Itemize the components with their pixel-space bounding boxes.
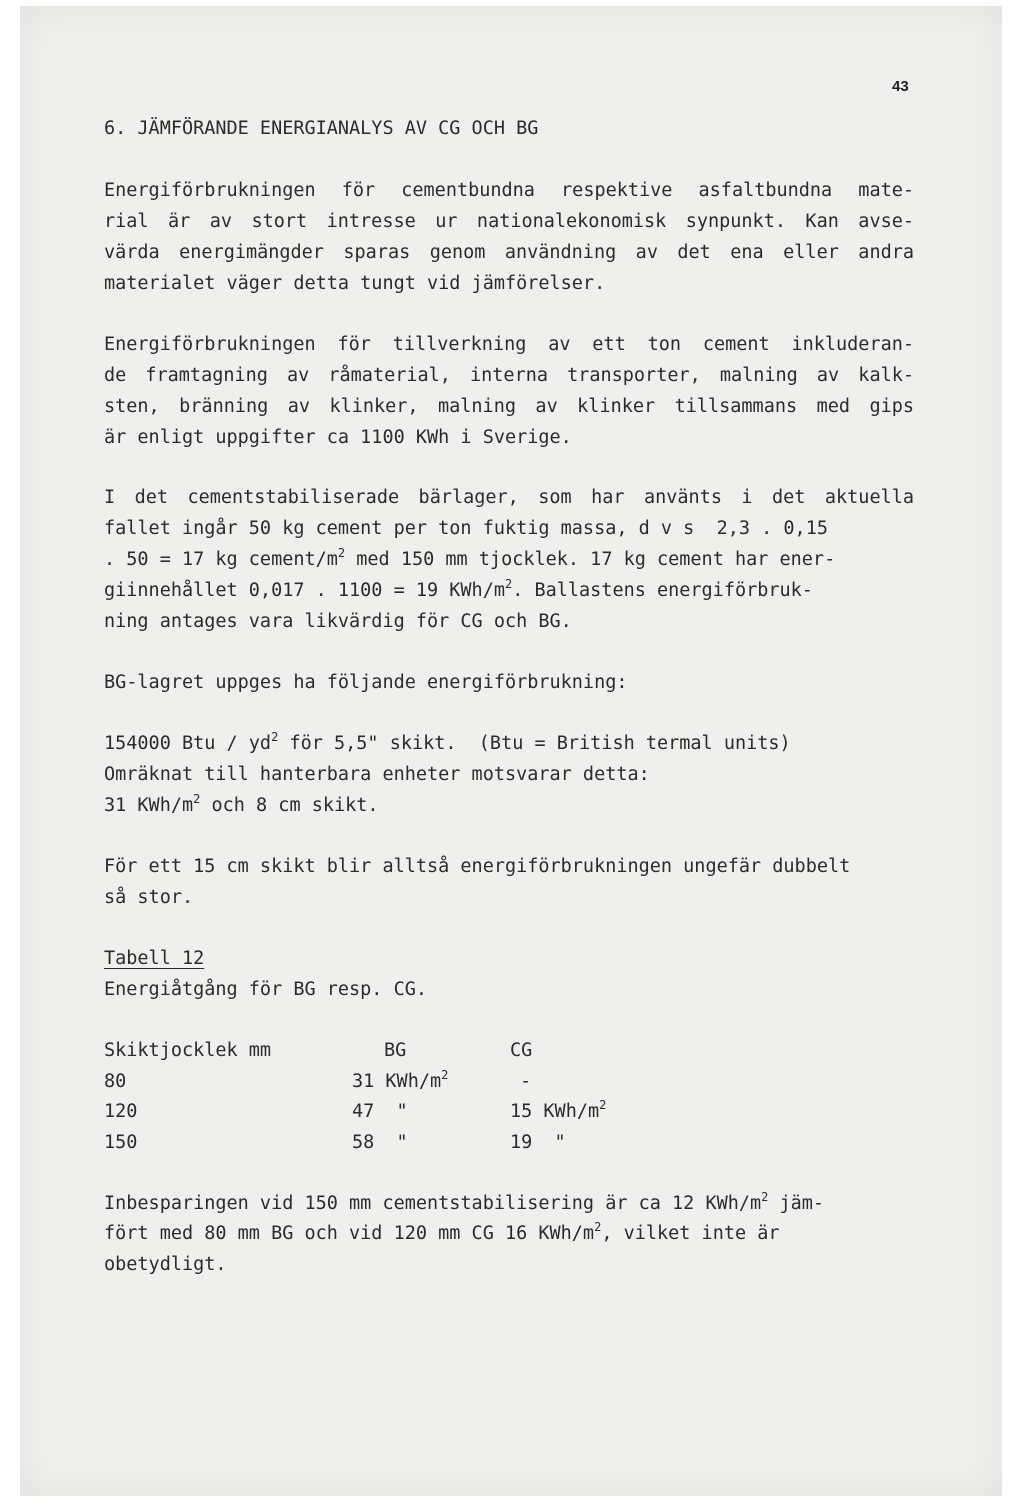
table-header: BG xyxy=(384,1040,407,1061)
table-label: Tabell 12 xyxy=(104,948,205,969)
paragraph-3-line: . 50 = 17 kg cement/$m^2$ med 150 mm tjocklek. 17 kg cement har ener- xyxy=(104,546,836,570)
paragraph-7-line: fört med 80 mm BG och vid 120 mm CG 16 KWh/$m^2$, vilket inte är xyxy=(104,1220,780,1244)
paragraph-1-line: värda energimängder sparas genom användning av det ena eller andra xyxy=(104,242,914,263)
table-header: CG xyxy=(510,1040,533,1061)
paragraph-5-line: Omräknat till hanterbara enheter motsvarar detta: xyxy=(104,764,650,785)
table-header: Skiktjocklek mm xyxy=(104,1040,272,1061)
paragraph-1-line: materialet väger detta tungt vid jämförelser. xyxy=(104,273,606,294)
paragraph-6-line: För ett 15 cm skikt blir alltså energiförbrukningen ungefär dubbelt xyxy=(104,856,851,877)
table-title: Energiåtgång för BG resp. CG. xyxy=(104,979,428,1000)
paragraph-1-line: Energiförbrukningen för cementbundna respektive asfaltbundna mate- xyxy=(104,180,914,201)
paragraph-2-line: de framtagning av råmaterial, interna transporter, malning av kalk- xyxy=(104,365,914,386)
table-cell: 19 " xyxy=(510,1132,566,1153)
table-cell: 47 " xyxy=(352,1101,408,1122)
paragraph-7-line: Inbesparingen vid 150 mm cementstabilisering är ca 12 KWh/$m^2$ jäm- xyxy=(104,1190,825,1214)
paragraph-5-line: 154000 Btu / $yd^2$ för 5,5" skikt. (Btu = British termal units) xyxy=(104,730,791,754)
paragraph-2-line: är enligt uppgifter ca 1100 KWh i Sverige. xyxy=(104,427,572,448)
table-cell: 80 xyxy=(104,1071,127,1092)
paragraph-1-line: rial är av stort intresse ur nationalekonomisk synpunkt. Kan avse- xyxy=(104,211,914,232)
table-cell: 150 xyxy=(104,1132,138,1153)
table-cell: 31 KWh/$m^2$ xyxy=(352,1068,449,1092)
paragraph-4: BG-lagret uppges ha följande energiförbrukning: xyxy=(104,672,628,693)
section-heading: 6. JÄMFÖRANDE ENERGIANALYS AV CG OCH BG xyxy=(104,118,539,139)
paragraph-2-line: Energiförbrukningen för tillverkning av ett ton cement inkluderan- xyxy=(104,334,914,355)
paragraph-7-line: obetydligt. xyxy=(104,1254,227,1275)
paragraph-5-line: 31 KWh/$m^2$ och 8 cm skikt. xyxy=(104,792,379,816)
table-cell: - xyxy=(520,1071,532,1092)
paragraph-3-line: giinnehållet 0,017 . 1100 = 19 KWh/$m^2$. Ballastens energiförbruk- xyxy=(104,577,813,601)
table-cell: 58 " xyxy=(352,1132,408,1153)
table-cell: 120 xyxy=(104,1101,138,1122)
paragraph-3-line: ning antages vara likvärdig för CG och BG. xyxy=(104,611,572,632)
table-cell: 15 KWh/$m^2$ xyxy=(510,1098,607,1122)
paragraph-3-line: I det cementstabiliserade bärlager, som har använts i det aktuella xyxy=(104,487,914,508)
page-number: 43 xyxy=(892,78,909,95)
paragraph-6-line: så stor. xyxy=(104,887,194,908)
paragraph-3-line: fallet ingår 50 kg cement per ton fuktig massa, d v s 2,3 . 0,15 xyxy=(104,518,828,539)
paragraph-2-line: sten, bränning av klinker, malning av klinker tillsammans med gips xyxy=(104,396,914,417)
